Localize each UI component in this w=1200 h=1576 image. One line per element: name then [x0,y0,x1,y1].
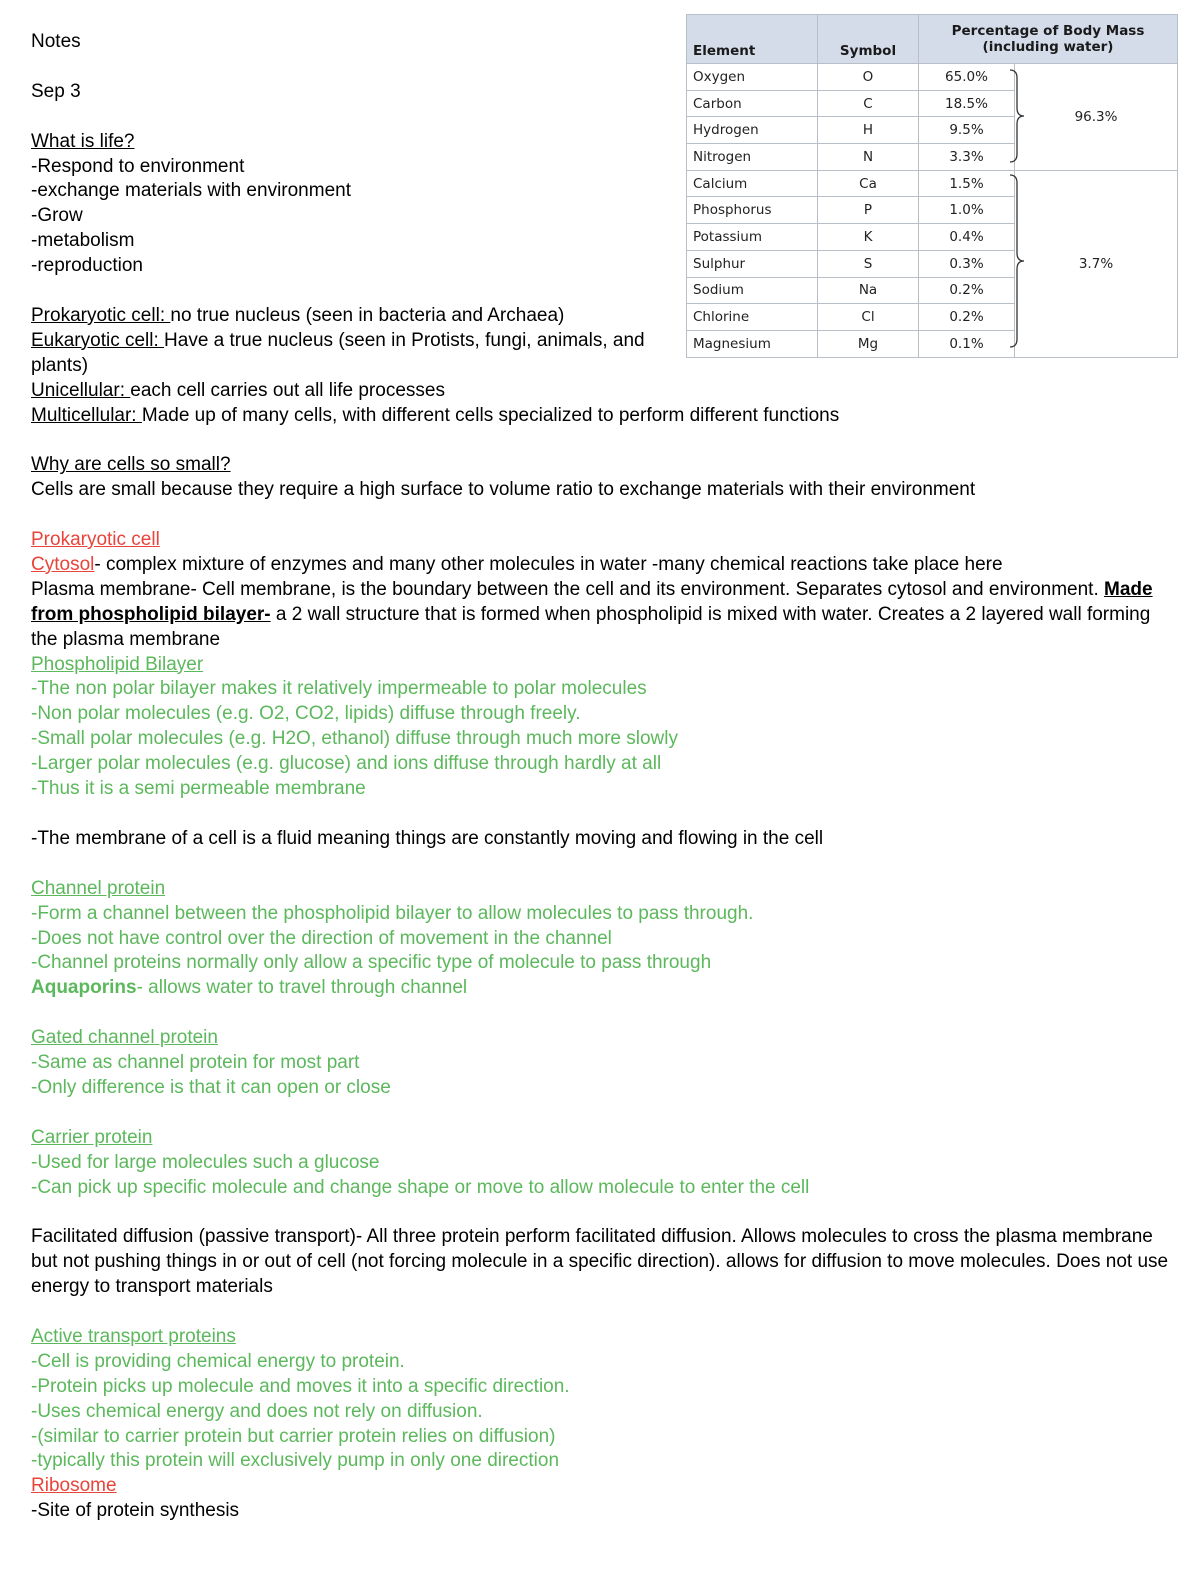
active-item: -Cell is providing chemical energy to protein. [31,1350,405,1372]
table-row: Sulphur S 0.3% [687,250,1178,277]
table-row: Hydrogen H 9.5% [687,117,1178,144]
channel-item: -Does not have control over the direction of movement in the channel [31,927,612,949]
gated-item: -Same as channel protein for most part [31,1052,360,1074]
brace-icon [1007,173,1029,349]
heading-channel-protein: Channel protein [31,877,166,899]
heading-ribosome: Ribosome [31,1475,117,1497]
table-row: Phosphorus P 1.0% [687,197,1178,224]
table-row: Calcium Ca 1.5% 3.7% [687,170,1178,197]
life-item: -Respond to environment [31,155,245,177]
carrier-item: -Used for large molecules such a glucose [31,1151,380,1173]
life-item: -exchange materials with environment [31,180,351,202]
bilayer-item: -Small polar molecules (e.g. H2O, ethanol) diffuse through much more slowly [31,728,678,750]
definition-eukaryotic: Eukaryotic cell: Have a true nucleus (seen in Protists, fungi, animals, and plants) [31,329,645,376]
heading-why-small: Why are cells so small? [31,454,231,476]
cytosol-line: Cytosol- complex mixture of enzymes and many other molecules in water -many chemical reactions take place here [31,553,1003,575]
life-item: -reproduction [31,255,143,277]
active-item: -typically this protein will exclusively pump in only one direction [31,1450,560,1472]
fluid-membrane-line: -The membrane of a cell is a fluid meaning things are constantly moving and flowing in the cell [31,827,824,849]
bilayer-item: -Larger polar molecules (e.g. glucose) and ions diffuse through hardly at all [31,753,662,775]
life-item: -metabolism [31,230,135,252]
aquaporins-line: Aquaporins- allows water to travel through channel [31,977,468,999]
definition-prokaryotic: Prokaryotic cell: no true nucleus (seen in bacteria and Archaea) [31,304,565,326]
carrier-item: -Can pick up specific molecule and change shape or move to allow molecule to enter the cell [31,1176,810,1198]
heading-phospholipid-bilayer: Phospholipid Bilayer [31,653,204,675]
active-item: -Uses chemical energy and does not rely on diffusion. [31,1400,483,1422]
table-row: Nitrogen N 3.3% [687,144,1178,171]
table-header-symbol: Symbol [818,15,919,64]
heading-carrier-protein: Carrier protein [31,1126,153,1148]
active-item: -Protein picks up molecule and moves it into a specific direction. [31,1375,570,1397]
table-row: Potassium K 0.4% [687,224,1178,251]
table-row: Magnesium Mg 0.1% [687,330,1178,357]
bilayer-item: -Non polar molecules (e.g. O2, CO2, lipids) diffuse through freely. [31,703,581,725]
table-row: Chlorine Cl 0.2% [687,304,1178,331]
bilayer-item: -The non polar bilayer makes it relatively impermeable to polar molecules [31,678,647,700]
definition-unicellular: Unicellular: each cell carries out all life processes [31,379,445,401]
brace-icon [1007,68,1029,164]
group-total-major: 96.3% [1015,64,1178,171]
definition-multicellular: Multicellular: Made up of many cells, with different cells specialized to perform different functions [31,404,840,426]
life-item: -Grow [31,205,83,227]
element-table [686,14,1177,358]
why-small-text: Cells are small because they require a high surface to volume ratio to exchange materials with their environment [31,479,976,501]
channel-item: -Form a channel between the phospholipid bilayer to allow molecules to pass through. [31,902,754,924]
heading-what-is-life: What is life? [31,130,135,152]
facilitated-diffusion-paragraph: Facilitated diffusion (passive transport)- All three protein perform facilitated diffusion. Allows molecules to cross the plasma membrane but not pushing things in or out of cell (not forcing molecule in a specific direction). allows for diffusion to move molecules. Does not use energy to transport materials [31,1226,1169,1298]
table-row: Sodium Na 0.2% [687,277,1178,304]
channel-item: -Channel proteins normally only allow a specific type of molecule to pass through [31,952,712,974]
notes-date: Sep 3 [31,80,81,102]
plasma-membrane-paragraph: Plasma membrane- Cell membrane, is the boundary between the cell and its environment. Separates cytosol and environment. Made from phospholipid bilayer- a 2 wall structure that is formed when phospholipid is mixed with water. Creates a 2 layered wall forming the plasma membrane [31,578,1153,650]
heading-gated-channel: Gated channel protein [31,1027,218,1049]
heading-prokaryotic-cell: Prokaryotic cell [31,529,160,551]
table-row: Carbon C 18.5% [687,90,1178,117]
heading-active-transport: Active transport proteins [31,1325,236,1347]
notes-title: Notes [31,31,81,52]
gated-item: -Only difference is that it can open or close [31,1076,391,1098]
bilayer-item: -Thus it is a semi permeable membrane [31,778,366,800]
table-header-element: Element [687,15,818,64]
table-row: Oxygen O 65.0% 96.3% [687,64,1178,91]
active-item: -(similar to carrier protein but carrier protein relies on diffusion) [31,1425,556,1447]
ribosome-item: -Site of protein synthesis [31,1500,240,1522]
group-total-minor: 3.7% [1015,170,1178,357]
table-header-percentage: Percentage of Body Mass (including water) [919,15,1178,64]
